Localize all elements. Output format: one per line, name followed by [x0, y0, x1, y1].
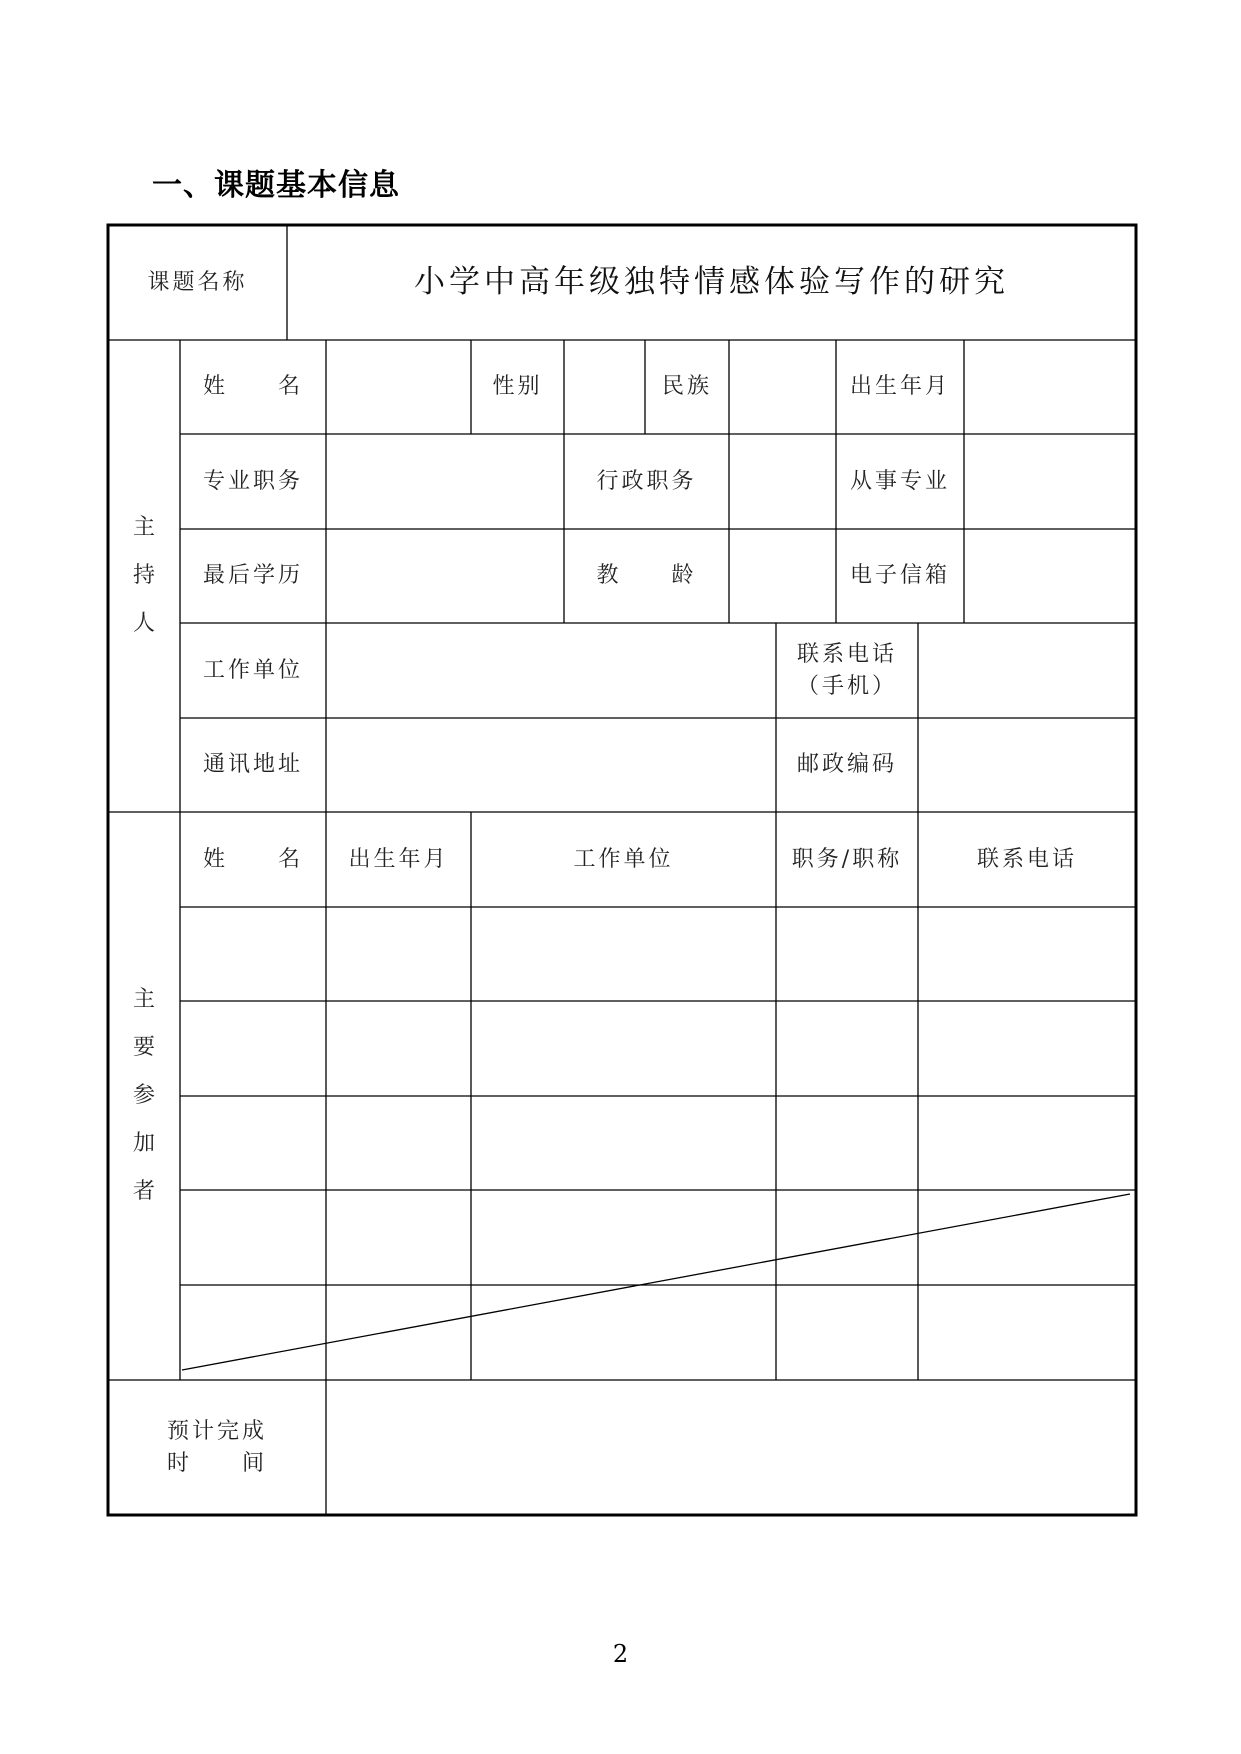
host-specialty-label: 从事专业 [849, 468, 950, 494]
host-prof-title-field[interactable] [326, 434, 564, 529]
host-postcode-label: 邮政编码 [796, 752, 897, 778]
completion-line2: 时 间 [166, 1450, 267, 1476]
participants-header-work-unit: 工作单位 [573, 846, 674, 872]
host-prof-title-label: 专业职务 [202, 468, 303, 494]
table-row[interactable] [180, 907, 1136, 1001]
host-name-field[interactable] [326, 340, 471, 434]
participants-header-birth: 出生年月 [348, 846, 449, 872]
host-name-label: 姓 名 [202, 374, 303, 400]
host-birth-field[interactable] [964, 340, 1136, 434]
host-teaching-years-field[interactable] [729, 529, 836, 623]
table-row[interactable] [180, 1285, 1136, 1380]
host-group-label [108, 340, 180, 812]
participants-header-name: 姓 名 [202, 846, 303, 872]
topic-label: 课题名称 [147, 269, 248, 295]
host-specialty-field[interactable] [964, 434, 1136, 529]
completion-line1: 预计完成 [166, 1418, 267, 1444]
participants-label-char: 要 [132, 1035, 155, 1060]
host-gender-field[interactable] [564, 340, 645, 434]
host-address-field[interactable] [326, 718, 776, 812]
host-address-label: 通讯地址 [202, 752, 303, 778]
host-postcode-field[interactable] [918, 718, 1136, 812]
participants-header-position: 职务/职称 [791, 846, 903, 872]
host-birth-label: 出生年月 [849, 374, 950, 400]
host-work-unit-field[interactable] [326, 623, 776, 718]
host-teaching-years-label: 教 龄 [596, 563, 697, 589]
host-work-unit-label: 工作单位 [202, 657, 303, 683]
participants-label-char: 主 [132, 987, 155, 1012]
participants-header-phone: 联系电话 [976, 846, 1077, 872]
table-row[interactable] [180, 1096, 1136, 1190]
host-phone-line2: （手机） [796, 673, 897, 699]
host-admin-title-field[interactable] [729, 434, 836, 529]
host-education-label: 最后学历 [202, 563, 303, 589]
host-ethnicity-label: 民族 [661, 374, 712, 400]
table-row[interactable] [180, 1190, 1136, 1285]
completion-field[interactable] [326, 1380, 1136, 1515]
host-phone-label [776, 623, 918, 718]
host-label-char: 持 [132, 563, 155, 588]
host-ethnicity-field[interactable] [729, 340, 836, 434]
host-gender-label: 性别 [492, 374, 543, 400]
table-row[interactable] [180, 1001, 1136, 1096]
participants-label-char: 者 [132, 1179, 155, 1204]
section-heading: 一、课题基本信息 [152, 168, 400, 203]
participants-label-char: 加 [132, 1131, 155, 1156]
host-label-char: 主 [132, 515, 155, 540]
topic-value: 小学中高年级独特情感体验写作的研究 [414, 264, 1009, 301]
host-phone-line1: 联系电话 [796, 641, 897, 667]
page-number: 2 [612, 1640, 629, 1668]
host-label-char: 人 [132, 611, 155, 636]
participants-group-label [108, 812, 180, 1380]
host-email-label: 电子信箱 [849, 563, 950, 589]
host-phone-field[interactable] [918, 623, 1136, 718]
completion-label [108, 1380, 326, 1515]
host-admin-title-label: 行政职务 [596, 468, 697, 494]
host-education-field[interactable] [326, 529, 564, 623]
participants-label-char: 参 [132, 1083, 155, 1108]
host-email-field[interactable] [964, 529, 1136, 623]
